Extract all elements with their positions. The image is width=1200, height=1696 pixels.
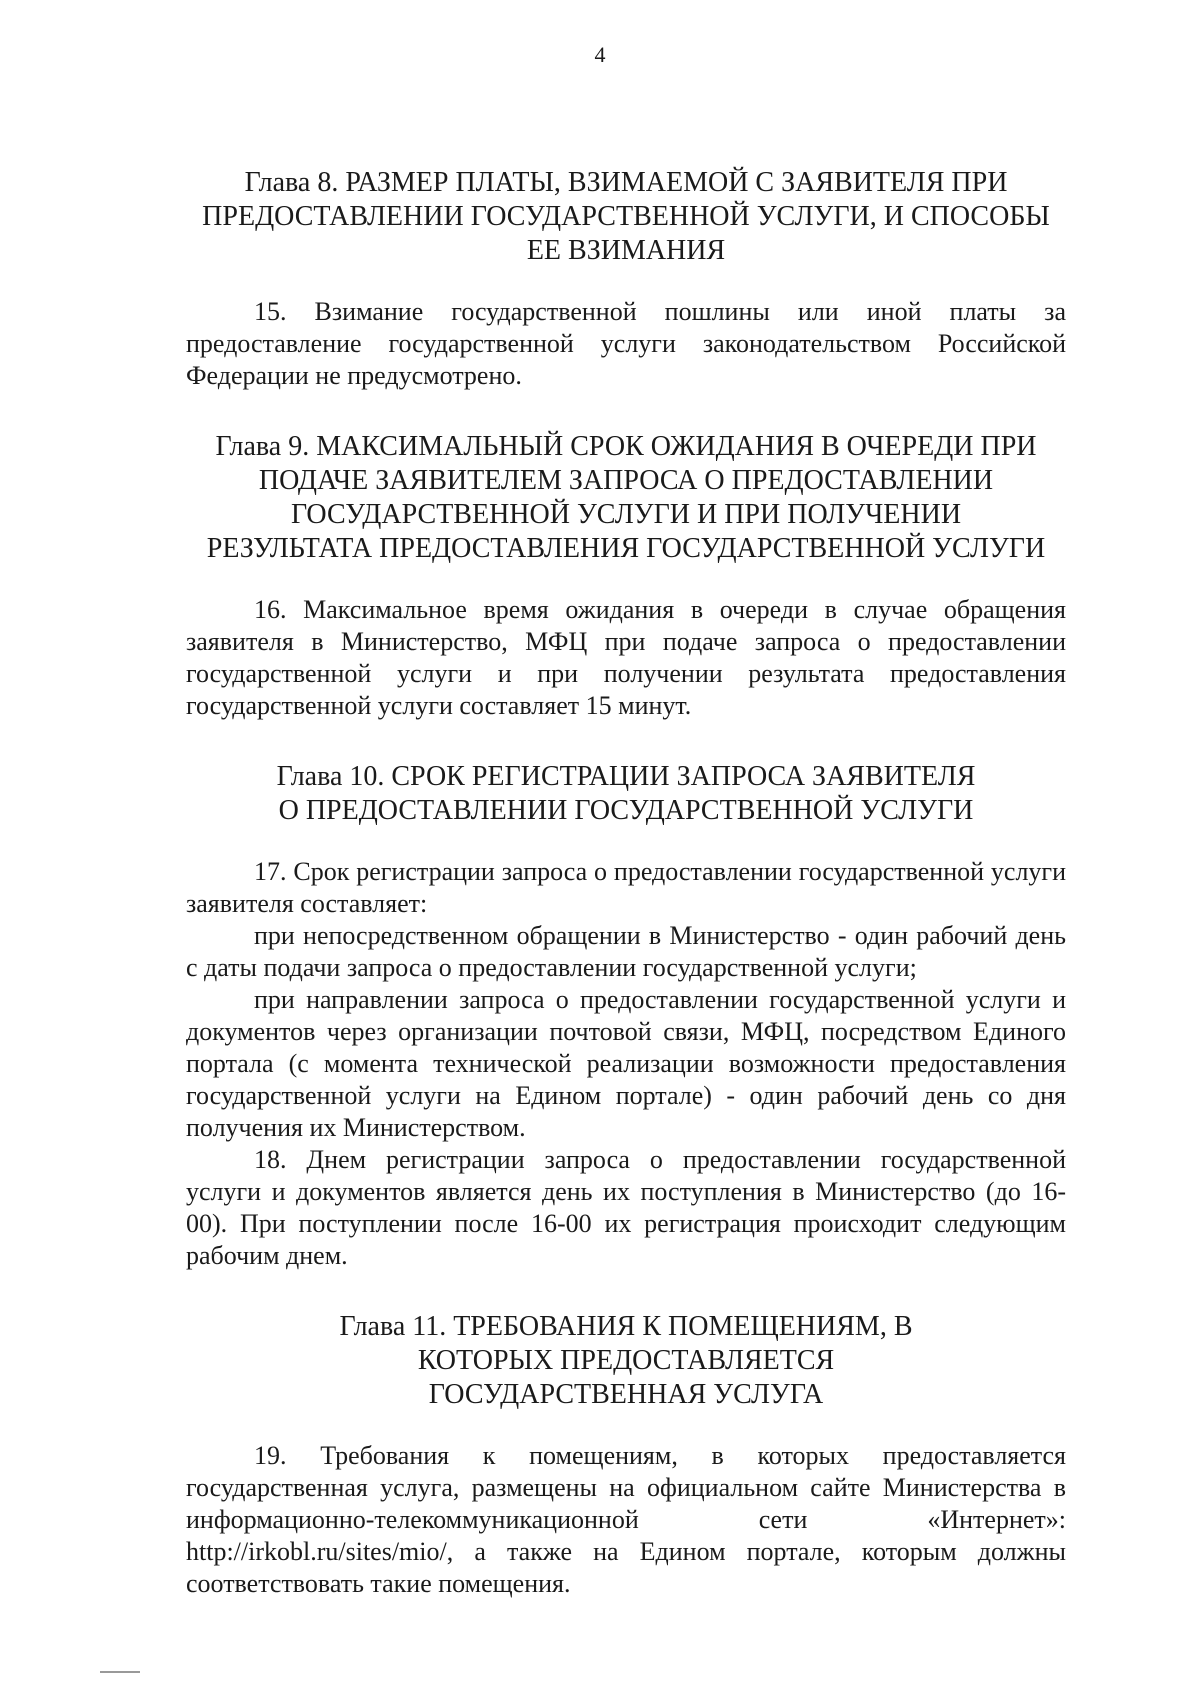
paragraph-19: 19. Требования к помещениям, в которых предоставляется государственная услуга, размещены на официальном сайте Министерства в информационно-телекоммуникационной сети «Интернет»: http://irkobl.ru/sites/mio/, а также на Едином портале, которым должны соответствовать такие помещения. — [186, 1441, 1066, 1598]
paragraph-17-item-1: при непосредственном обращении в Министерство - один рабочий день с даты подачи запроса о предоставлении государственной услуги; — [186, 921, 1066, 982]
paragraph-18: 18. Днем регистрации запроса о предоставлении государственной услуги и документов является день их поступления в Министерство (до 16-00). При поступлении после 16-00 их регистрация происходит следующим рабочим днем. — [186, 1145, 1066, 1270]
chapter-8-heading: Глава 8. РАЗМЕР ПЛАТЫ, ВЗИМАЕМОЙ С ЗАЯВИТЕЛЯ ПРИ ПРЕДОСТАВЛЕНИИ ГОСУДАРСТВЕННОЙ УСЛУГИ, И СПОСОБЫ ЕЕ ВЗИМАНИЯ — [202, 167, 1050, 266]
paragraph-16: 16. Максимальное время ожидания в очереди в случае обращения заявителя в Министерство, МФЦ при подаче запроса о предоставлении государственной услуги и при получении результата предоставления государственной услуги составляет 15 минут. — [186, 595, 1066, 720]
paragraph-17-item-2: при направлении запроса о предоставлении государственной услуги и документов через организации почтовой связи, МФЦ, посредством Единого портала (с момента технической реализации возможности предоставления государственной услуги на Едином портале) - один рабочий день со дня получения их Министерством. — [186, 985, 1066, 1142]
page-number: 4 — [594, 42, 606, 67]
document-body — [186, 166, 1066, 1600]
chapter-10-heading: Глава 10. СРОК РЕГИСТРАЦИИ ЗАПРОСА ЗАЯВИТЕЛЯ О ПРЕДОСТАВЛЕНИИ ГОСУДАРСТВЕННОЙ УСЛУГИ — [276, 761, 976, 826]
paragraph-15: 15. Взимание государственной пошлины или иной платы за предоставление государственной услуги законодательством Российской Федерации не предусмотрено. — [186, 297, 1066, 390]
chapter-9-heading: Глава 9. МАКСИМАЛЬНЫЙ СРОК ОЖИДАНИЯ В ОЧЕРЕДИ ПРИ ПОДАЧЕ ЗАЯВИТЕЛЕМ ЗАПРОСА О ПРЕДОСТАВЛЕНИИ ГОСУДАРСТВЕННОЙ УСЛУГИ И ПРИ ПОЛУЧЕНИИ РЕЗУЛЬТАТА ПРЕДОСТАВЛЕНИЯ ГОСУДАРСТВЕННОЙ УСЛУГИ — [206, 431, 1046, 564]
paragraph-17: 17. Срок регистрации запроса о предоставлении государственной услуги заявителя составляет: — [186, 857, 1066, 918]
chapter-11-heading: Глава 11. ТРЕБОВАНИЯ К ПОМЕЩЕНИЯМ, В КОТОРЫХ ПРЕДОСТАВЛЯЕТСЯ ГОСУДАРСТВЕННАЯ УСЛУГА — [339, 1311, 913, 1410]
scan-mark — [100, 1671, 140, 1673]
